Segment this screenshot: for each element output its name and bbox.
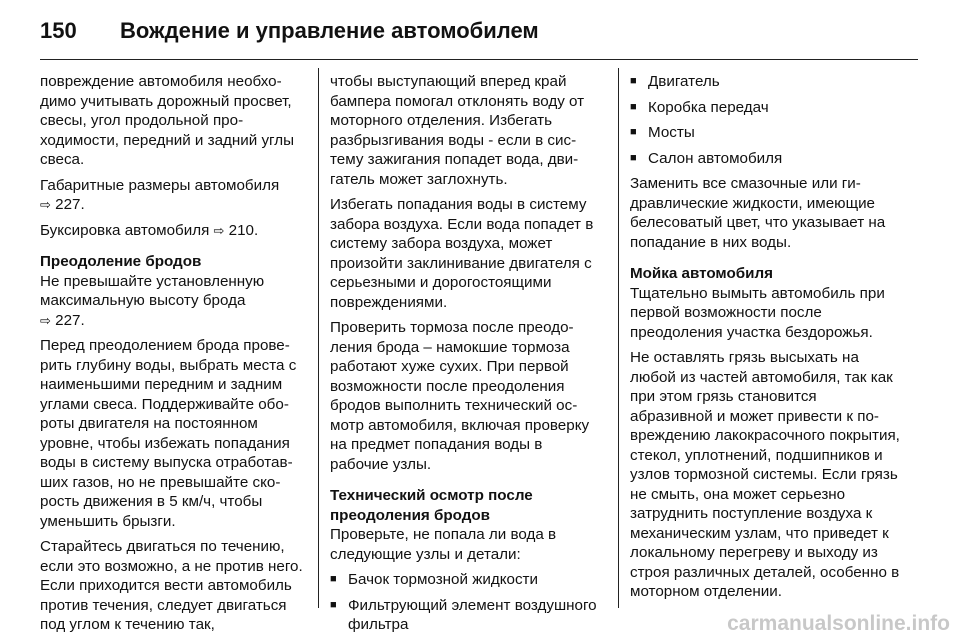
paragraph: повреждение автомобиля необходимо учитывать дорожный просвет, свесы, угол продольной проходимости, передний и задний углы свеса. xyxy=(40,73,295,168)
column-divider xyxy=(318,68,319,608)
section-inspection: Технический осмотр после преодоления бродов Проверьте, не попала ли вода в следующие узлы и детали: xyxy=(330,486,602,564)
section-washing: Мойка автомобиля Тщательно вымыть автомобиль при первой возможности после преодоления участка бездорожья. xyxy=(630,264,902,342)
paragraph: Старайтесь двигаться по течению, если это возможно, а не против него. Если приходится вести автомобиль против течения, следует двигаться под углом к течению так, xyxy=(40,538,303,633)
section-heading: Технический осмотр после преодоления бродов xyxy=(330,487,533,524)
paragraph: Проверить тормоза после преодоления брода – намокшие тормоза работают хуже сухих. При первой возможности после преодоления бродов выполнить технический осмотр автомобиля, включая проверку на предмет попадания воды в рабочие узлы. xyxy=(330,319,590,473)
list-item: ■ Фильтрующий элемент воздушного фильтра xyxy=(330,596,602,635)
checklist xyxy=(630,72,902,168)
arrow-ref-icon: ⇨ xyxy=(40,197,51,212)
column-right xyxy=(630,72,902,608)
section-fording: Преодоление бродов Не превышайте установленную максимальную высоту брода ⇨ 227. xyxy=(40,252,312,330)
page-reference-link[interactable]: ⇨ 227. xyxy=(40,311,85,329)
checklist xyxy=(330,570,602,635)
arrow-ref-icon: ⇨ xyxy=(40,312,51,328)
paragraph: Заменить все смазочные или гидравлические жидкости, имеющие белесоватый цвет, что указывает на попадание в них воды. xyxy=(630,175,886,251)
list-item: ■ Двигатель xyxy=(630,72,902,92)
page-reference-link[interactable]: ⇨ 210. xyxy=(213,221,259,239)
page-reference-link[interactable]: ⇨ 227. xyxy=(40,196,85,213)
paragraph: Избегать попадания воды в систему забора воздуха. Если вода попадет в систему забора воздуха, может произойти заклинивание двигателя с серьезными и дорогостоящими повреждениями. xyxy=(330,196,594,311)
list-item: ■ Салон автомобиля xyxy=(630,149,902,169)
list-item: ■ Бачок тормозной жидкости xyxy=(330,570,602,590)
page-number: 150 xyxy=(40,18,77,43)
watermark: carmanualsonline.info xyxy=(727,612,950,635)
column-middle xyxy=(330,72,602,641)
arrow-ref-icon: ⇨ xyxy=(213,222,225,238)
paragraph-dimensions: Габаритные размеры автомобиля ⇨ 227. xyxy=(40,176,280,213)
paragraph: Не оставлять грязь высыхать на любой из частей автомобиля, так как при этом грязь становится абразивной и может привести к повреждению лакокрасочного покрытия, стекол, уплотнений, подшипников и узлов тормозной системы. Если грязь не смыть, она может серьезно затруднить поступление воздуха к механическим узлам, что приведет к локальному перегреву и выходу из строя различных деталей, особенно в моторном отделении. xyxy=(630,349,900,600)
paragraph: Перед преодолением брода проверить глубину воды, выбрать места с наименьшими передним и задним углами свеса. Поддерживайте обороты двигателя на постоянном уровне, чтобы избежать попадания воды в систему выпуска отработавших газов, но не превышайте скорость движения в 5 км/ч, чтобы уменьшить брызги. xyxy=(40,337,297,530)
column-divider xyxy=(618,68,619,608)
paragraph: чтобы выступающий вперед край бампера помогал отклонять воду от моторного отделения. Избегать разбрызгивания воды - если в систему зажигания попадет вода, двигатель может заглохнуть. xyxy=(330,73,585,188)
column-left xyxy=(40,72,312,641)
list-item: ■ Мосты xyxy=(630,123,902,143)
header-divider xyxy=(40,59,918,60)
paragraph-towing: Буксировка автомобиля ⇨ 210. xyxy=(40,221,259,239)
list-item: ■ Коробка передач xyxy=(630,98,902,118)
chapter-title: Вождение и управление автомобилем xyxy=(120,18,539,43)
section-heading: Преодоление бродов xyxy=(40,253,202,270)
section-heading: Мойка автомобиля xyxy=(630,265,773,282)
